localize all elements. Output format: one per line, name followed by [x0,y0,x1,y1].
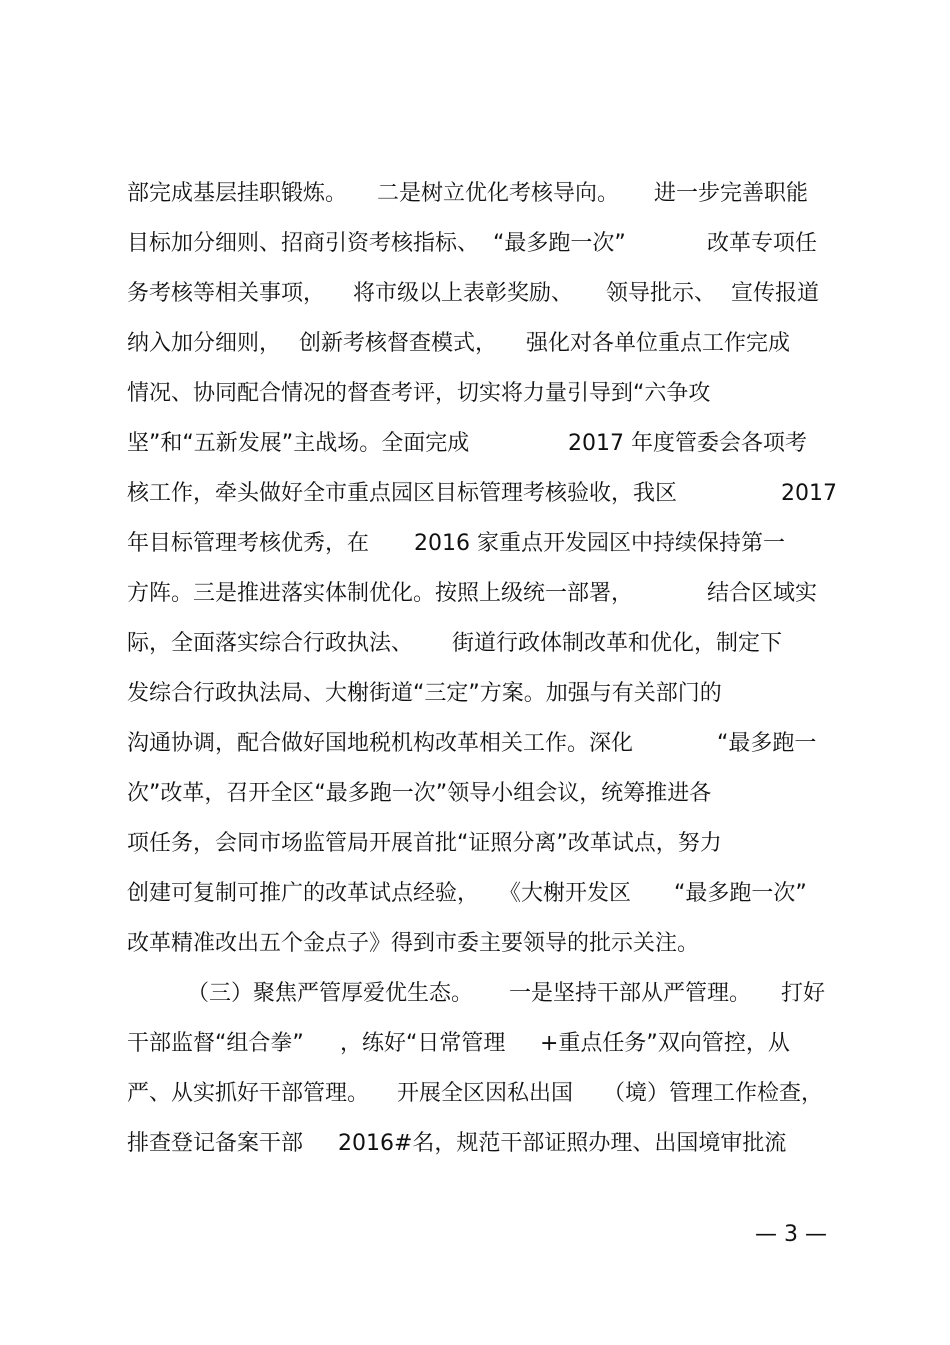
text-segment: 次”改革，召开全区“最多跑一次”领导小组会议，统筹推进各 [127,781,712,806]
text-segment: 部完成基层挂职锻炼。 [127,181,348,206]
text-line [0,174,950,214]
text-segment: ，练好“日常管理 [340,1031,506,1056]
text-line [0,674,950,714]
text-segment: 改革专项任 [707,231,818,256]
text-segment: 结合区域实 [707,581,818,606]
text-line [0,724,950,764]
text-segment: 2016#名，规范干部证照办理、出国境审批流 [338,1131,787,1156]
text-segment: “最多跑一 [717,731,817,756]
text-segment: 一是坚持干部从严管理。 [509,981,752,1006]
text-line [0,874,950,914]
text-segment: +重点任务”双向管控，从 [540,1031,790,1056]
text-segment: 务考核等相关事项， [127,281,326,306]
text-segment: “最多跑一次” [674,881,807,906]
text-segment: 将市级以上表彰奖励、 [353,281,574,306]
text-segment: 方阵。三是推进落实体制优化。按照上级统一部署， [127,581,634,606]
text-segment: 情况、协同配合情况的督查考评，切实将力量引导到“六争攻 [127,381,711,406]
text-segment: （三）聚焦严管厚爱优生态。 [187,981,474,1006]
text-line [0,374,950,414]
text-line [0,974,950,1014]
text-line [0,924,950,964]
text-segment: 严、从实抓好干部管理。 [127,1081,370,1106]
text-line [0,824,950,864]
text-segment: 目标加分细则、招商引资考核指标、 [127,231,480,256]
text-segment: 发综合行政执法局、大榭街道“三定”方案。加强与有关部门的 [127,681,722,706]
text-line [0,224,950,264]
text-segment: 创新考核督查模式， [299,331,498,356]
text-segment: 改革精准改出五个金点子》得到市委主要领导的批示关注。 [127,931,700,956]
text-segment: 进一步完善职能 [654,181,809,206]
text-segment: （境）管理工作检查， [603,1081,824,1106]
text-line [0,424,950,464]
text-segment: 际，全面落实综合行政执法、 [127,631,414,656]
page-number: — 3 — [755,1222,827,1247]
text-line [0,574,950,614]
text-segment: 二是树立优化考核导向。 [377,181,620,206]
text-segment: 年目标管理考核优秀，在 [127,531,370,556]
text-segment: 强化对各单位重点工作完成 [526,331,791,356]
text-line [0,274,950,314]
text-line [0,1124,950,1164]
text-segment: 《大榭开发区 [499,881,632,906]
text-segment: 宣传报道 [731,281,820,306]
text-segment: “最多跑一次” [493,231,626,256]
text-line [0,624,950,664]
text-segment: 排查登记备案干部 [127,1131,304,1156]
text-segment: 2017 [781,481,837,506]
text-segment: 创建可复制可推广的改革试点经验， [127,881,480,906]
text-segment: 打好 [781,981,826,1006]
text-line [0,524,950,564]
text-line [0,1074,950,1114]
text-segment: 开展全区因私出国 [397,1081,574,1106]
text-line [0,774,950,814]
text-segment: 2016 家重点开发园区中持续保持第一 [414,531,785,556]
text-segment: 沟通协调，配合做好国地税机构改革相关工作。深化 [127,731,634,756]
text-segment: 核工作，牵头做好全市重点园区目标管理考核验收，我区 [127,481,678,506]
text-segment: 2017 年度管委会各项考 [568,431,807,456]
text-segment: 坚”和“五新发展”主战场。全面完成 [127,431,470,456]
text-segment: 项任务，会同市场监管局开展首批“证照分离”改革试点，努力 [127,831,722,856]
text-line [0,1024,950,1064]
text-line [0,474,950,514]
text-segment: 干部监督“组合拳” [127,1031,304,1056]
text-segment: 领导批示、 [606,281,717,306]
text-line [0,324,950,364]
text-segment: 纳入加分细则， [127,331,282,356]
text-segment: 街道行政体制改革和优化，制定下 [452,631,783,656]
